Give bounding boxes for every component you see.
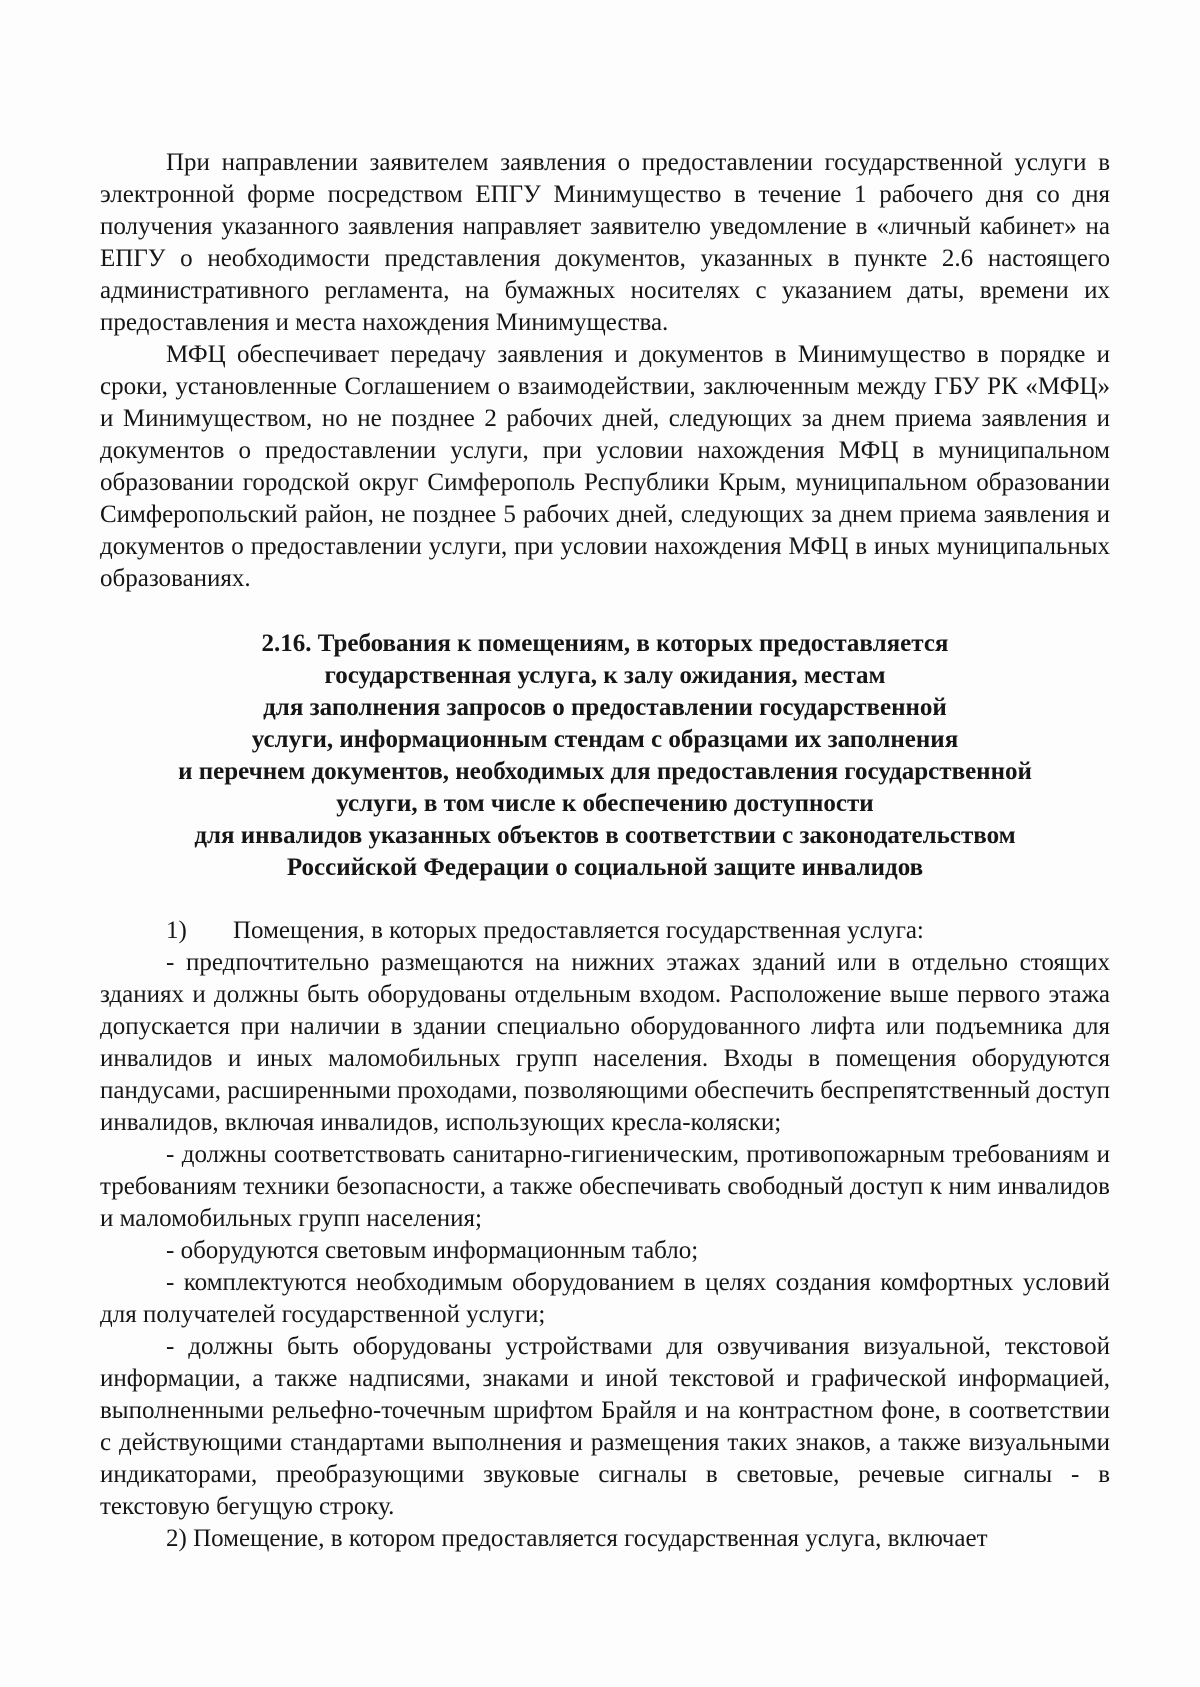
heading-line: государственная услуга, к залу ожидания, местам — [324, 662, 886, 689]
heading-line: и перечнем документов, необходимых для предоставления государственной — [178, 758, 1032, 785]
bullet-location: - предпочтительно размещаются на нижних этажах зданий или в отдельно стоящих зданиях и должны быть оборудованы отдельным входом. Расположение выше первого этажа допускается при наличии в здании специально оборудованного лифта или подъемника для инвалидов и иных маломобильных групп населения. Входы в помещения оборудуются пандусами, расширенными проходами, позволяющими обеспечить беспрепятственный доступ инвалидов, включая инвалидов, использующих кресла-коляски; — [100, 949, 1110, 1136]
bullet-info-board: - оборудуются световым информационным табло; — [166, 1237, 699, 1264]
document-body — [100, 147, 1110, 1555]
paragraph-mfc-transfer: МФЦ обеспечивает передачу заявления и документов в Минимущество в порядке и сроки, установленные Соглашением о взаимодействии, заключенным между ГБУ РК «МФЦ» и Минимуществом, но не позднее 2 рабочих дней, следующих за днем приема заявления и документов о предоставлении услуги, при условии нахождения МФЦ в муниципальном образовании городской округ Симферополь Республики Крым, муниципальном образовании Симферопольский район, не позднее 5 рабочих дней, следующих за днем приема заявления и документов о предоставлении услуги, при условии нахождения МФЦ в иных муниципальных образованиях. — [100, 341, 1110, 592]
item-1-text: Помещения, в которых предоставляется государственная услуга: — [233, 917, 924, 944]
heading-line: услуги, информационным стендам с образцами их заполнения — [251, 726, 959, 753]
heading-line: для заполнения запросов о предоставлении государственной — [263, 694, 947, 721]
item-2-start: 2) Помещение, в котором предоставляется государственная услуга, включает — [166, 1525, 988, 1552]
paragraph-epgu-notice: При направлении заявителем заявления о предоставлении государственной услуги в электронной форме посредством ЕПГУ Минимущество в течение 1 рабочего дня со дня получения указанного заявления направляет заявителю уведомление в «личный кабинет» на ЕПГУ о необходимости представления документов, указанных в пункте 2.6 настоящего административного регламента, на бумажных носителях с указанием даты, времени их предоставления и места нахождения Минимущества. — [100, 149, 1110, 336]
bullet-accessibility-devices: - должны быть оборудованы устройствами для озвучивания визуальной, текстовой информации, а также надписями, знаками и иной текстовой и графической информацией, выполненными рельефно-точечным шрифтом Брайля и на контрастном фоне, в соответствии с действующими стандартами выполнения и размещения таких знаков, а также визуальными индикаторами, преобразующими звуковые сигналы в световые, речевые сигналы - в текстовую бегущую строку. — [100, 1333, 1110, 1520]
item-1 — [100, 915, 1110, 947]
item-1-number: 1) — [166, 917, 187, 944]
bullet-equipment: - комплектуются необходимым оборудованием в целях создания комфортных условий для получателей государственной услуги; — [100, 1269, 1110, 1328]
heading-line: для инвалидов указанных объектов в соответствии с законодательством — [194, 822, 1016, 849]
heading-line: 2.16. Требования к помещениям, в которых предоставляется — [261, 630, 949, 657]
heading-line: Российской Федерации о социальной защите инвалидов — [286, 854, 924, 881]
heading-line: услуги, в том числе к обеспечению доступности — [336, 790, 874, 817]
bullet-sanitary: - должны соответствовать санитарно-гигиеническим, противопожарным требованиям и требованиям техники безопасности, а также обеспечивать свободный доступ к ним инвалидов и маломобильных групп населения; — [100, 1141, 1110, 1232]
section-heading-2-16 — [100, 628, 1110, 884]
